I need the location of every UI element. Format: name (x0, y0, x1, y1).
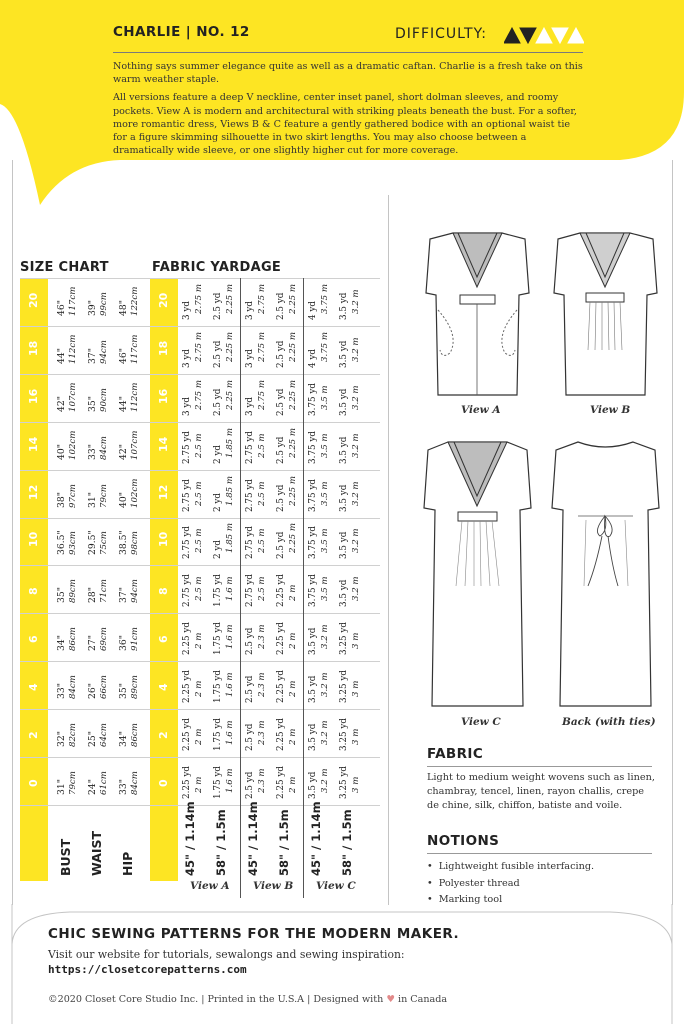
measurement-in: 34" (118, 731, 129, 748)
size-label: 12 (157, 484, 170, 500)
measurement-cm: 84cm (99, 435, 109, 460)
yardage-yd: 3.75 yd (308, 478, 318, 512)
yardage-m: 2 m (288, 632, 298, 650)
measurement-cm: 102cm (130, 478, 140, 508)
yardage-yd: 2 yd (213, 492, 223, 512)
yardage-m: 2 m (288, 680, 298, 698)
size-chart-heading: SIZE CHART (20, 260, 109, 275)
yardage-m: 2.5 m (194, 433, 204, 458)
yardage-yd: 2.5 yd (213, 340, 223, 368)
yardage-m: 3 m (351, 680, 361, 698)
measurement-in: 33" (118, 779, 129, 795)
measurement-in: 29.5" (87, 530, 98, 556)
yardage-yd: 2.75 yd (182, 430, 192, 464)
measurement-cm: 64cm (99, 723, 109, 748)
yardage-m: 1.6 m (225, 576, 235, 602)
center-divider (388, 195, 389, 905)
yardage-yd: 2.5 yd (276, 436, 286, 464)
yardage-yd: 2.25 yd (182, 765, 192, 799)
table-row-divider (20, 805, 380, 806)
yardage-yd: 2.5 yd (245, 627, 255, 656)
measurement-cm: 102cm (68, 430, 78, 460)
notion-item: • Polyester thread (427, 876, 594, 893)
yardage-yd: 2.25 yd (276, 574, 286, 608)
fabric-description: Light to medium weight wovens such as linen, chambray, tencel, linen, rayon challis, crepe de chine, silk, chiffon, batiste and voile. (427, 772, 655, 812)
yardage-m: 2.3 m (257, 672, 267, 698)
view-c-illustration (420, 436, 535, 716)
measurement-cm: 117cm (68, 286, 78, 316)
yardage-m: 3.2 m (351, 337, 361, 362)
measurement-in: 31" (56, 779, 67, 795)
yardage-m: 2 m (194, 776, 204, 793)
view-c-caption: View C (461, 716, 501, 728)
yardage-yd: 3.5 yd (339, 388, 349, 416)
measurement-cm: 107cm (68, 382, 78, 412)
yardage-yd: 1.75 yd (213, 574, 223, 608)
yardage-m: 2.75 m (194, 379, 204, 410)
size-label: 0 (157, 779, 170, 787)
fabric-divider (427, 766, 652, 767)
copyright-text: ©2020 Closet Core Studio Inc. | Printed in the U.S.A | Designed with (48, 994, 384, 1005)
yardage-yd: 2.5 yd (245, 723, 255, 752)
table-row-divider (20, 326, 380, 327)
measurement-in: 35" (118, 683, 129, 700)
yardage-m: 2.75 m (194, 283, 204, 314)
yardage-yd: 2.5 yd (276, 388, 286, 416)
yardage-m: 3.2 m (351, 480, 361, 506)
measurement-cm: 91cm (130, 627, 140, 652)
size-label: 6 (27, 635, 40, 644)
yardage-yd: 3.75 yd (308, 574, 318, 608)
size-label: 20 (27, 292, 40, 308)
size-label: 12 (27, 484, 40, 500)
size-label: 18 (27, 340, 40, 356)
measurement-cm: 98cm (130, 531, 140, 556)
yardage-yd: 2.5 yd (276, 292, 286, 320)
measurement-cm: 86cm (130, 723, 140, 748)
measurement-cm: 89cm (130, 675, 140, 700)
yardage-m: 2.5 m (257, 480, 267, 506)
table-row-divider (20, 565, 380, 566)
yardage-yd: 3 yd (245, 396, 255, 416)
notions-divider (427, 853, 652, 854)
fabric-yardage-heading: FABRIC YARDAGE (152, 260, 282, 275)
measurement-in: 48" (118, 300, 129, 316)
yardage-m: 3.5 m (320, 385, 330, 410)
fabric-heading: FABRIC (427, 746, 484, 762)
yardage-yd: 2.25 yd (182, 670, 192, 704)
measurement-in: 25" (87, 731, 98, 748)
yardage-m: 2.3 m (257, 720, 267, 746)
table-row-divider (20, 278, 380, 279)
size-label: 2 (157, 731, 170, 740)
table-row-divider (20, 757, 380, 758)
yardage-m: 3 m (351, 728, 361, 746)
measurement-cm: 89cm (68, 579, 78, 604)
yardage-m: 2.25 m (288, 523, 298, 554)
yardage-m: 2.5 m (257, 433, 267, 458)
size-label: 4 (157, 683, 170, 692)
measurement-cm: 69cm (99, 627, 109, 652)
measurement-in: 35" (87, 395, 98, 412)
yardage-m: 3 m (351, 632, 361, 650)
yardage-yd: 3.5 yd (308, 723, 318, 752)
measurement-in: 44" (56, 347, 67, 364)
yardage-yd: 2.25 yd (276, 622, 286, 656)
view-b-illustration (548, 225, 663, 405)
yardage-m: 2.25 m (288, 331, 298, 362)
yardage-m: 1.6 m (225, 624, 235, 650)
view-column-divider (303, 278, 304, 898)
size-label: 10 (27, 532, 40, 548)
yardage-yd: 2.75 yd (182, 478, 192, 512)
back-view-illustration (548, 436, 663, 716)
yardage-m: 2.75 m (257, 379, 267, 410)
measurement-cm: 79cm (68, 771, 78, 795)
table-row-divider (20, 470, 380, 471)
yardage-m: 2.25 m (288, 427, 298, 458)
yardage-view-caption: View B (253, 880, 294, 892)
measurement-cm: 79cm (99, 483, 109, 508)
yardage-m: 3.2 m (320, 720, 330, 746)
yardage-yd: 3.75 yd (308, 526, 318, 560)
yardage-yd: 2.75 yd (245, 526, 255, 560)
yardage-m: 3.5 m (320, 528, 330, 554)
yardage-yd: 3 yd (182, 348, 192, 368)
yardage-m: 1.6 m (225, 720, 235, 746)
yardage-yd: 2.75 yd (245, 574, 255, 608)
size-label: 2 (27, 731, 40, 740)
notion-item: • Lightweight fusible interfacing. (427, 859, 594, 876)
measurement-cm: 94cm (130, 579, 140, 604)
size-label: 0 (27, 779, 40, 787)
measurement-cm: 75cm (99, 531, 109, 556)
yardage-m: 3.2 m (351, 433, 361, 458)
yardage-m: 2.3 m (257, 768, 267, 793)
yardage-yd: 2.5 yd (245, 675, 255, 704)
size-label: 16 (27, 388, 40, 404)
measurement-in: 40" (118, 491, 129, 508)
yardage-m: 2.5 m (257, 528, 267, 554)
measurement-in: 32" (56, 731, 67, 748)
measurement-in: 46" (118, 347, 129, 364)
yardage-m: 2.75 m (194, 331, 204, 362)
measurement-cm: 112cm (68, 334, 78, 364)
size-label: 20 (157, 292, 170, 308)
yardage-m: 2.75 m (257, 283, 267, 314)
table-row-divider (20, 374, 380, 375)
yardage-yd: 2.25 yd (276, 765, 286, 799)
table-row-divider (20, 613, 380, 614)
row-label-bust: BUST (58, 838, 73, 876)
yardage-yd: 3.25 yd (339, 718, 349, 752)
measurement-in: 37" (87, 347, 98, 364)
view-column-divider (240, 278, 241, 898)
measurement-cm: 90cm (99, 387, 109, 412)
measurement-in: 28" (87, 587, 98, 604)
yardage-yd: 3.75 yd (308, 382, 318, 416)
yardage-m: 3.2 m (320, 768, 330, 793)
yardage-m: 2 m (288, 728, 298, 746)
size-label: 14 (27, 436, 40, 452)
notions-heading: NOTIONS (427, 833, 500, 849)
yardage-yd: 2.75 yd (245, 430, 255, 464)
yardage-m: 2 m (194, 632, 204, 650)
yardage-m: 3.5 m (320, 576, 330, 602)
notions-list (427, 859, 594, 909)
size-label: 4 (27, 683, 40, 692)
yardage-m: 2.5 m (194, 576, 204, 602)
yardage-yd: 3.5 yd (308, 675, 318, 704)
measurement-in: 42" (118, 443, 129, 460)
yardage-m: 2.25 m (225, 331, 235, 362)
footer-text: Visit our website for tutorials, sewalongs and sewing inspiration: (48, 948, 405, 961)
yardage-yd: 2.25 yd (182, 622, 192, 656)
yardage-m: 2.5 m (194, 480, 204, 506)
measurement-cm: 117cm (130, 334, 140, 364)
yardage-yd: 3.5 yd (339, 484, 349, 512)
yardage-m: 3 m (351, 776, 361, 793)
measurement-in: 33" (87, 443, 98, 460)
measurement-in: 40" (56, 443, 67, 460)
back-view-caption: Back (with ties) (562, 716, 656, 728)
yardage-m: 2.25 m (288, 379, 298, 410)
yardage-m: 3.75 m (320, 283, 330, 314)
notion-item: • Marking tool (427, 892, 594, 909)
measurement-cm: 97cm (68, 483, 78, 508)
yardage-yd: 3.5 yd (339, 292, 349, 320)
table-row-divider (20, 709, 380, 710)
yardage-yd: 1.75 yd (213, 765, 223, 799)
fabric-width-label: 45" / 1.14m (183, 801, 197, 876)
yardage-yd: 1.75 yd (213, 718, 223, 752)
yardage-m: 1.85 m (225, 475, 235, 506)
measurement-in: 44" (118, 395, 129, 412)
measurement-cm: 84cm (130, 771, 140, 795)
measurement-in: 27" (87, 635, 98, 652)
size-label: 10 (157, 532, 170, 548)
yardage-view-caption: View A (190, 880, 230, 892)
difficulty-label: DIFFICULTY: (395, 26, 487, 42)
measurement-cm: 66cm (99, 675, 109, 700)
difficulty-empty-triangle-icon (536, 28, 552, 43)
yardage-m: 3.2 m (351, 385, 361, 410)
yardage-m: 2.25 m (288, 283, 298, 314)
difficulty-filled-triangle-icon (520, 28, 536, 43)
measurement-cm: 112cm (130, 382, 140, 412)
intro-paragraph-2: All versions feature a deep V neckline, center inset panel, short dolman sleeves, and roomy pockets. View A is modern and architectural with striking pleats beneath the bust. For a softer, more romantic dress, Views B & C feature a gently gathered bodice with an optional waist tie for a figure skimming silhouette in two skirt lengths. You may also choose between a dramatically wide sleeve, or one slightly higher cut for more coverage. (113, 92, 577, 157)
measurement-in: 37" (118, 587, 129, 604)
yardage-yd: 2.25 yd (276, 670, 286, 704)
table-row-divider (20, 518, 380, 519)
yardage-yd: 3.5 yd (308, 627, 318, 656)
footer-tagline: CHIC SEWING PATTERNS FOR THE MODERN MAKER. (48, 926, 460, 942)
measurement-in: 36.5" (56, 530, 67, 556)
measurement-cm: 94cm (99, 339, 109, 364)
measurement-in: 38" (56, 491, 67, 508)
size-label: 16 (157, 388, 170, 404)
copyright-line (48, 994, 447, 1005)
measurement-in: 31" (87, 491, 98, 508)
fabric-width-label: 58" / 1.5m (214, 809, 228, 876)
row-label-hip: HIP (120, 851, 135, 876)
measurement-cm: 84cm (68, 675, 78, 700)
yardage-m: 2 m (288, 776, 298, 793)
measurement-cm: 86cm (68, 627, 78, 652)
yardage-view-caption: View C (316, 880, 356, 892)
yardage-yd: 2.75 yd (182, 574, 192, 608)
yardage-yd: 3.25 yd (339, 670, 349, 704)
difficulty-filled-triangle-icon (504, 28, 520, 43)
pattern-title: CHARLIE | NO. 12 (113, 24, 250, 40)
left-frame-line (12, 160, 13, 905)
measurement-in: 46" (56, 300, 67, 316)
yardage-yd: 4 yd (308, 348, 318, 368)
yardage-yd: 3.25 yd (339, 622, 349, 656)
view-b-caption: View B (590, 404, 631, 416)
measurement-cm: 61cm (99, 771, 109, 795)
yardage-yd: 2.5 yd (276, 340, 286, 368)
yardage-yd: 2.5 yd (213, 388, 223, 416)
copyright-location: in Canada (398, 994, 448, 1005)
website-link[interactable]: https://closetcorepatterns.com (48, 963, 247, 976)
row-label-waist: WAIST (89, 830, 104, 876)
yardage-m: 3.2 m (320, 624, 330, 650)
intro-text (113, 60, 583, 162)
header-divider (113, 52, 583, 53)
yardage-m: 2 m (194, 728, 204, 746)
fabric-width-label: 58" / 1.5m (340, 809, 354, 876)
measurement-in: 35" (56, 587, 67, 604)
measurement-in: 36" (118, 635, 129, 652)
size-label: 18 (157, 340, 170, 356)
yardage-m: 3.5 m (320, 480, 330, 506)
heart-icon: ♥ (386, 994, 395, 1005)
yardage-m: 2.25 m (225, 283, 235, 314)
yardage-yd: 3.25 yd (339, 765, 349, 799)
table-row-divider (20, 661, 380, 662)
yardage-m: 3.5 m (320, 433, 330, 458)
difficulty-empty-triangle-icon (568, 28, 584, 43)
fabric-width-label: 45" / 1.14m (309, 801, 323, 876)
yardage-yd: 3 yd (182, 396, 192, 416)
intro-paragraph-1: Nothing says summer elegance quite as well as a dramatic caftan. Charlie is a fresh take on this warm weather staple. (113, 61, 583, 86)
difficulty-rating (504, 27, 584, 45)
yardage-m: 2.25 m (225, 379, 235, 410)
yardage-m: 2.75 m (257, 331, 267, 362)
yardage-m: 1.85 m (225, 427, 235, 458)
difficulty-empty-triangle-icon (552, 28, 568, 43)
yardage-m: 2.3 m (257, 624, 267, 650)
yardage-m: 3.2 m (351, 576, 361, 602)
yardage-m: 1.6 m (225, 672, 235, 698)
yardage-yd: 2.25 yd (276, 718, 286, 752)
measurement-in: 26" (87, 683, 98, 700)
yardage-yd: 3.5 yd (339, 579, 349, 608)
yardage-yd: 3 yd (245, 348, 255, 368)
yardage-yd: 2.75 yd (182, 526, 192, 560)
yardage-yd: 3.5 yd (339, 532, 349, 560)
measurement-cm: 99cm (99, 292, 109, 316)
yardage-yd: 3.5 yd (339, 340, 349, 368)
measurement-in: 33" (56, 683, 67, 700)
table-row-divider (20, 422, 380, 423)
yardage-yd: 1.75 yd (213, 622, 223, 656)
yardage-m: 2.5 m (257, 576, 267, 602)
yardage-yd: 3.5 yd (308, 771, 318, 799)
right-frame-line (672, 160, 673, 905)
yardage-m: 3.2 m (320, 672, 330, 698)
yardage-yd: 2 yd (213, 444, 223, 464)
view-a-illustration (420, 225, 535, 405)
measurement-in: 34" (56, 635, 67, 652)
yardage-yd: 2.5 yd (245, 771, 255, 799)
yardage-m: 1.6 m (225, 768, 235, 793)
yardage-m: 3.2 m (351, 289, 361, 314)
measurement-in: 39" (87, 300, 98, 316)
yardage-yd: 2.75 yd (245, 478, 255, 512)
size-header-column-yardage (150, 278, 178, 881)
yardage-yd: 1.75 yd (213, 670, 223, 704)
measurement-cm: 93cm (68, 531, 78, 556)
yardage-yd: 3 yd (182, 300, 192, 320)
yardage-m: 2.25 m (288, 475, 298, 506)
measurement-in: 42" (56, 395, 67, 412)
fabric-width-label: 58" / 1.5m (277, 809, 291, 876)
size-header-column-chart (20, 278, 48, 881)
measurement-cm: 82cm (68, 723, 78, 748)
yardage-yd: 2.5 yd (213, 292, 223, 320)
measurement-cm: 107cm (130, 430, 140, 460)
yardage-yd: 3.75 yd (308, 430, 318, 464)
measurement-cm: 71cm (99, 579, 109, 604)
measurement-in: 24" (87, 779, 98, 795)
yardage-yd: 2.5 yd (276, 532, 286, 560)
yardage-m: 2 m (288, 584, 298, 602)
yardage-yd: 2.25 yd (182, 718, 192, 752)
yardage-yd: 4 yd (308, 300, 318, 320)
yardage-yd: 2.5 yd (276, 484, 286, 512)
yardage-m: 3.2 m (351, 528, 361, 554)
size-label: 14 (157, 436, 170, 452)
size-label: 8 (157, 587, 170, 596)
yardage-m: 2.5 m (194, 528, 204, 554)
view-a-caption: View A (461, 404, 501, 416)
size-label: 6 (157, 635, 170, 644)
yardage-m: 3.75 m (320, 331, 330, 362)
yardage-m: 2 m (194, 680, 204, 698)
yardage-m: 1.85 m (225, 523, 235, 554)
measurement-cm: 122cm (130, 286, 140, 316)
yardage-yd: 3.5 yd (339, 436, 349, 464)
yardage-yd: 2 yd (213, 540, 223, 560)
size-label: 8 (27, 587, 40, 596)
yardage-yd: 3 yd (245, 300, 255, 320)
measurement-in: 38.5" (118, 530, 129, 556)
fabric-width-label: 45" / 1.14m (246, 801, 260, 876)
